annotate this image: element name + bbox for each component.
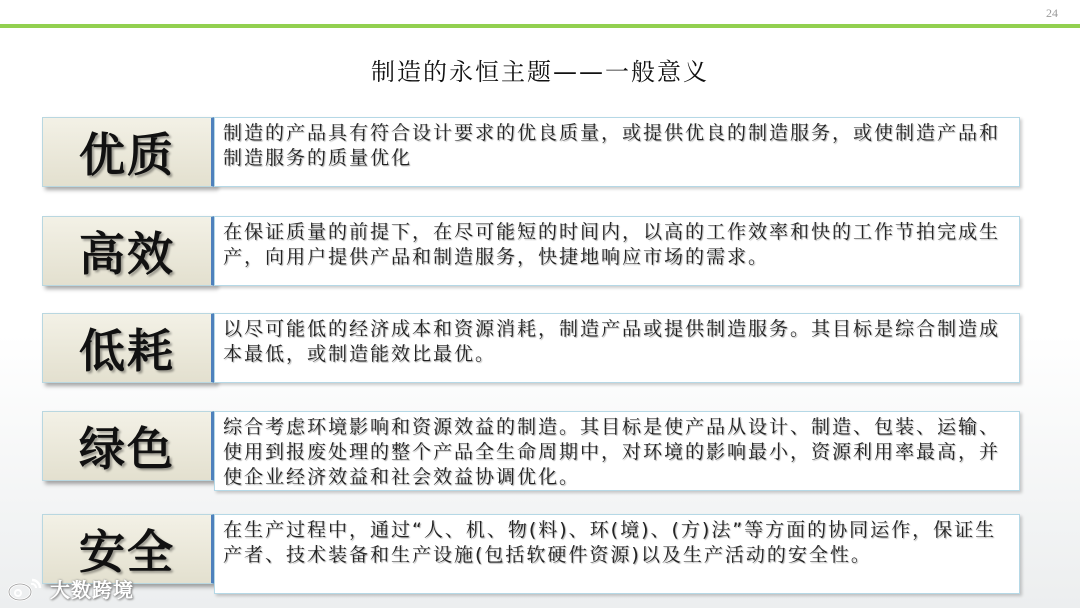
item-description: 以尽可能低的经济成本和资源消耗，制造产品或提供制造服务。其目标是综合制造成本最低，或制造能效比最优。 (223, 318, 1001, 365)
watermark-text: 大数跨境 (50, 578, 134, 602)
item-description: 综合考虑环境影响和资源效益的制造。其目标是使产品从设计、制造、包装、运输、使用到报废处理的整个产品全生命周期中，对环境的影响最小，资源利用率最高，并使企业经济效益和社会效益协调优化。 (223, 416, 1001, 488)
item-label: 安全 (79, 525, 175, 579)
label-box (42, 411, 215, 481)
item-row-low-consumption (42, 313, 1022, 385)
description-box (214, 411, 1020, 491)
item-row-safety (42, 514, 1022, 594)
item-row-quality (42, 117, 1022, 189)
item-label: 低耗 (79, 324, 175, 378)
description-box (214, 216, 1020, 286)
label-box (42, 216, 215, 286)
item-row-efficiency (42, 216, 1022, 288)
header-accent-line (0, 24, 1080, 28)
slide-title: 制造的永恒主题——一般意义 (371, 58, 709, 86)
page-number: 24 (1046, 6, 1058, 20)
item-description: 制造的产品具有符合设计要求的优良质量，或提供优良的制造服务，或使制造产品和制造服务的质量优化 (223, 122, 1001, 169)
weibo-logo-icon (6, 576, 46, 602)
description-box (214, 117, 1020, 187)
description-box (214, 313, 1020, 383)
item-row-green (42, 411, 1022, 491)
item-label: 绿色 (79, 422, 175, 476)
description-box (214, 514, 1020, 594)
label-box (42, 117, 215, 187)
watermark (6, 574, 134, 603)
item-description: 在生产过程中，通过“人、机、物(料)、环(境)、(方)法”等方面的协同运作，保证生产者、技术装备和生产设施(包括软硬件资源)以及生产活动的安全性。 (223, 519, 997, 566)
label-box (42, 313, 215, 383)
item-description: 在保证质量的前提下，在尽可能短的时间内，以高的工作效率和快的工作节拍完成生产，向用户提供产品和制造服务，快捷地响应市场的需求。 (223, 221, 1001, 268)
item-label: 高效 (79, 227, 175, 281)
item-label: 优质 (79, 128, 175, 182)
